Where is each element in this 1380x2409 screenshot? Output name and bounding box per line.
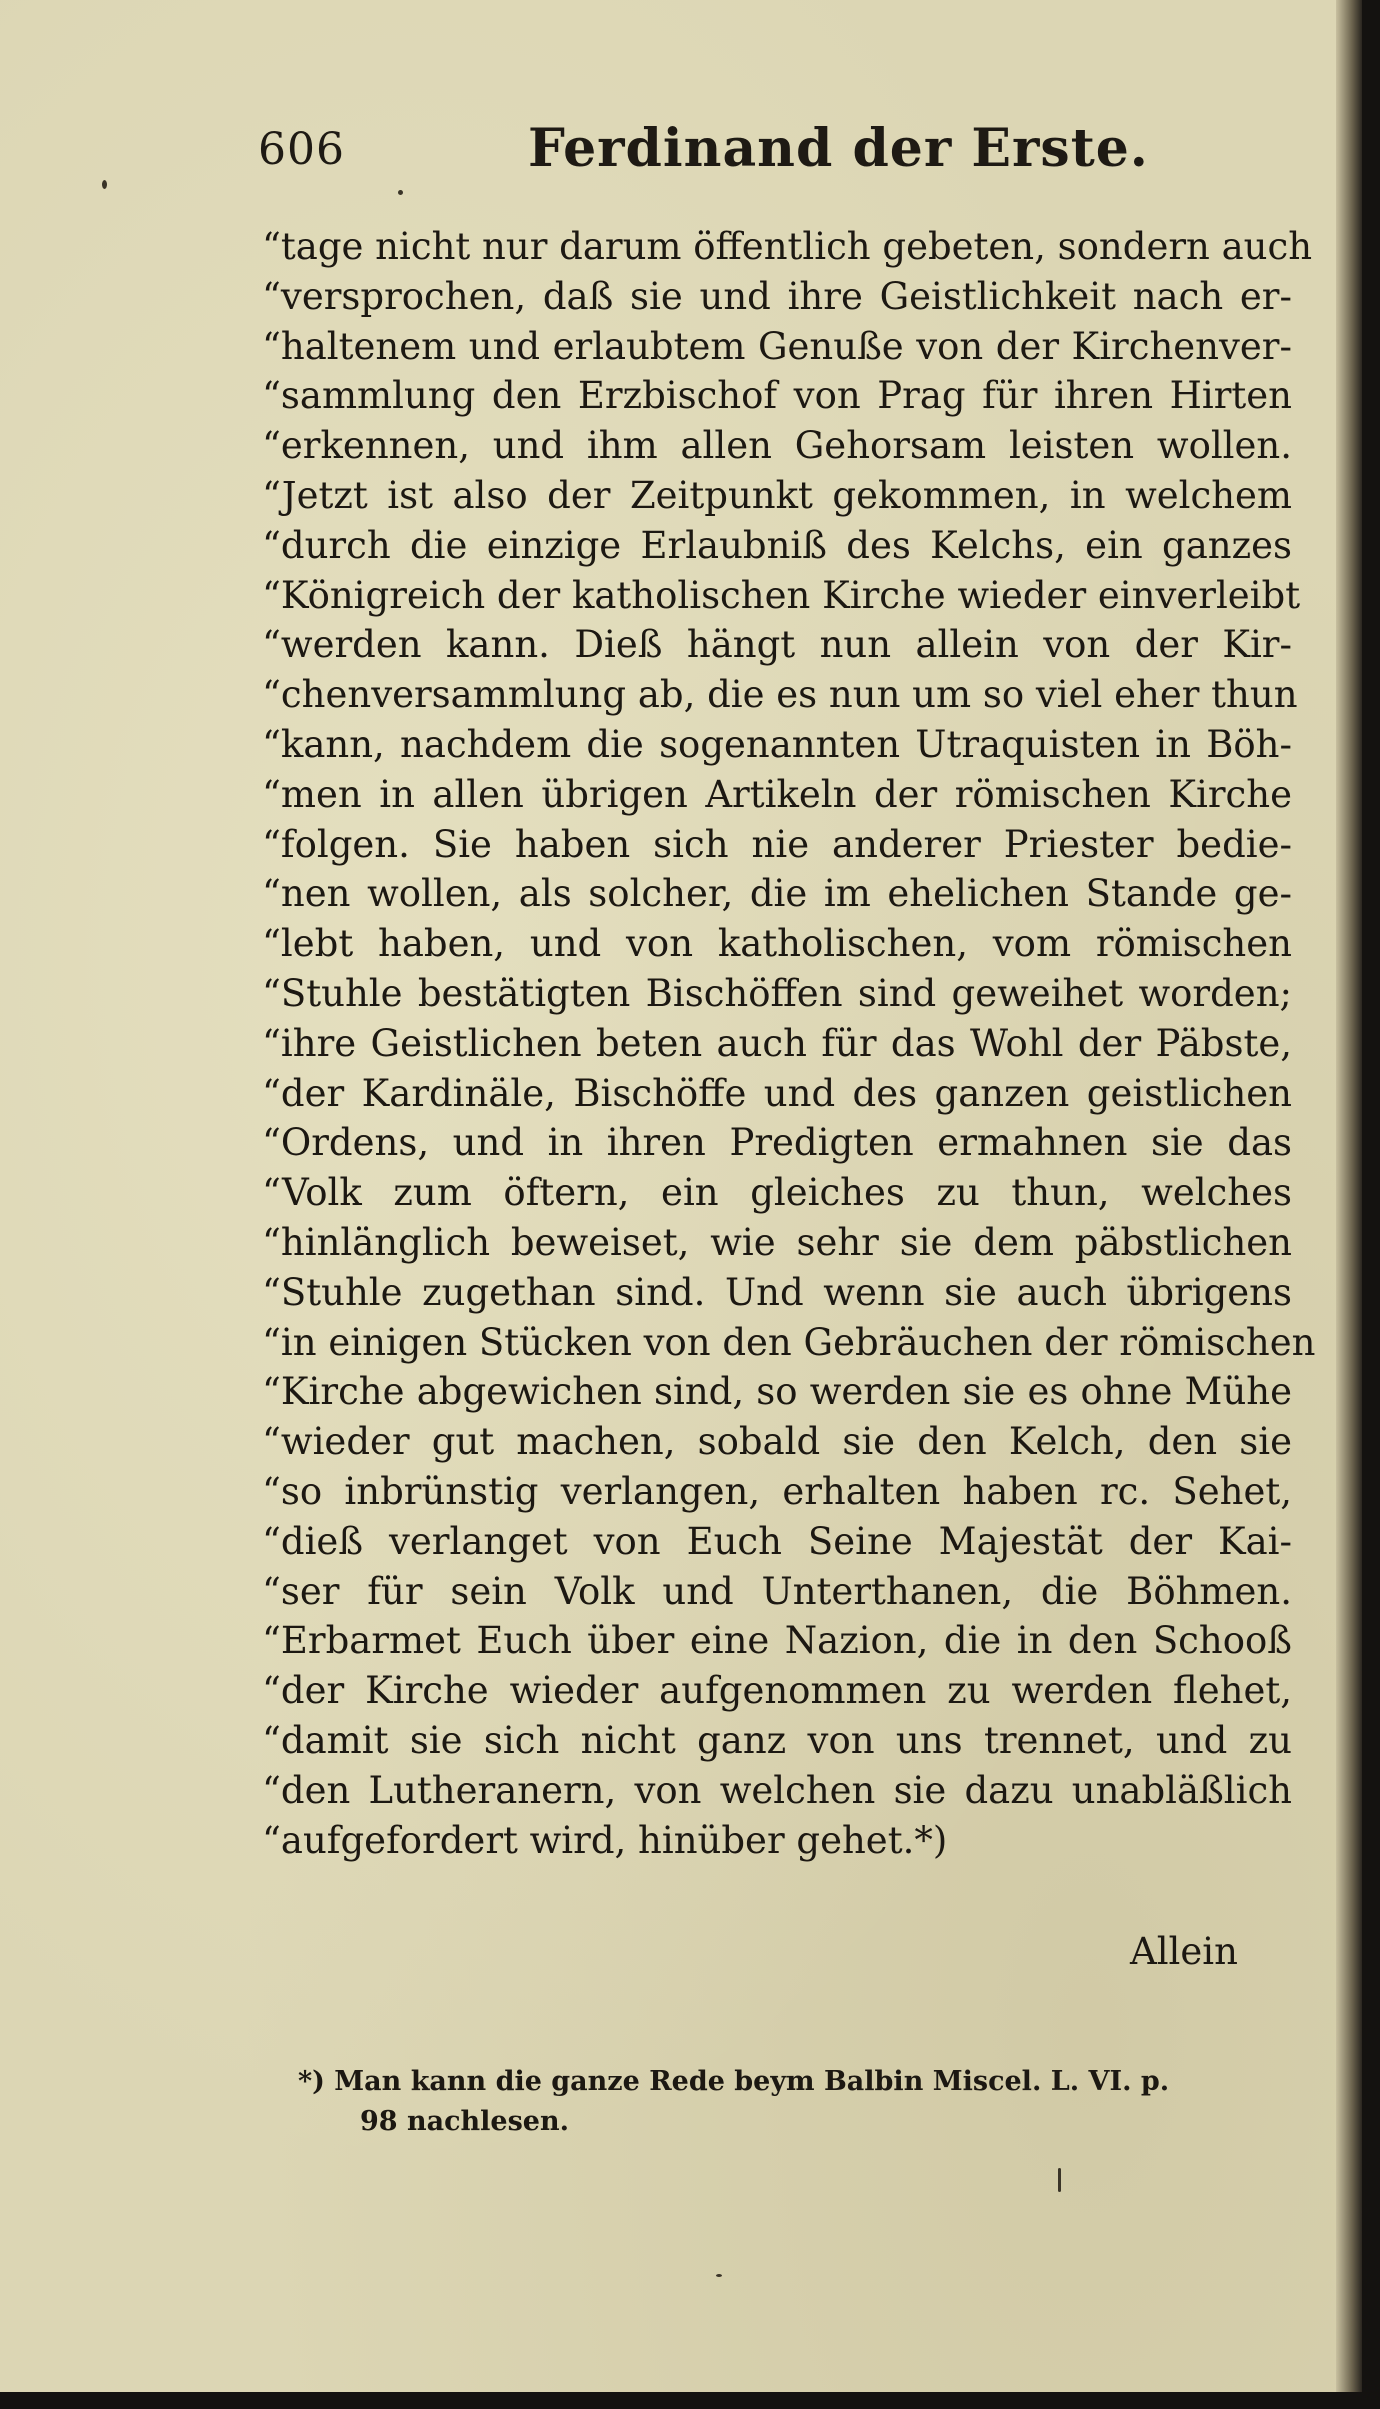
text-line: “Stuhle bestätigten Bischöffen sind geweihet worden;	[262, 971, 1292, 1015]
text-line: “Jetzt ist also der Zeitpunkt gekommen, in welchem	[262, 473, 1292, 517]
text-line: “hinlänglich beweiset, wie sehr sie dem päbstlichen	[262, 1220, 1292, 1264]
text-line: “so inbrünstig verlangen, erhalten haben rc. Sehet,	[262, 1469, 1292, 1513]
text-line: “Ordens, und in ihren Predigten ermahnen sie das	[262, 1121, 1292, 1165]
text-line: “der Kardinäle, Bischöffe und des ganzen geistlichen	[262, 1071, 1292, 1115]
footnote-line: 98 nachlesen.	[360, 2106, 570, 2137]
text-line: “erkennen, und ihm allen Gehorsam leisten wollen.	[262, 424, 1292, 468]
page-header	[258, 112, 1258, 202]
text-line: “lebt haben, und von katholischen, vom römischen	[262, 922, 1292, 966]
text-line: “versprochen, daß sie und ihre Geistlichkeit nach er-	[262, 274, 1292, 318]
text-line: “wieder gut machen, sobald sie den Kelch, den sie	[262, 1420, 1292, 1464]
text-line: “den Lutheranern, von welchen sie dazu unabläßlich	[262, 1768, 1292, 1812]
body-text-block	[262, 222, 1316, 1865]
text-line: “men in allen übrigen Artikeln der römischen Kirche	[262, 772, 1292, 816]
text-line: “damit sie sich nicht ganz von uns trennet, und zu	[262, 1718, 1292, 1762]
text-line: “Kirche abgewichen sind, so werden sie es ohne Mühe	[262, 1370, 1292, 1414]
text-line: “Erbarmet Euch über eine Nazion, die in den Schooß	[262, 1619, 1292, 1663]
page-number: 606	[258, 124, 345, 175]
text-line: “dieß verlanget von Euch Seine Majestät der Kai-	[262, 1519, 1292, 1563]
text-line: “tage nicht nur darum öffentlich gebeten, sondern auch	[262, 225, 1313, 268]
ink-speck	[716, 2274, 722, 2277]
catchword: Allein	[1130, 1930, 1238, 1973]
text-line: “ihre Geistlichen beten auch für das Wohl der Päbste,	[262, 1021, 1292, 1065]
page-gutter-shadow	[1336, 0, 1362, 2392]
ink-speck	[398, 190, 403, 195]
text-line: “Königreich der katholischen Kirche wieder einverleibt	[262, 573, 1301, 617]
text-line: “aufgefordert wird, hinüber gehet.*)	[262, 1818, 948, 1862]
text-line: “ser für sein Volk und Unterthanen, die Böhmen.	[262, 1569, 1292, 1613]
text-line: “haltenem und erlaubtem Genuße von der Kirchenver-	[262, 324, 1292, 368]
footnote-line: *) Man kann die ganze Rede beym Balbin Miscel. L. VI. p.	[298, 2066, 1170, 2097]
text-line: “werden kann. Dieß hängt nun allein von der Kir-	[262, 623, 1292, 667]
text-line: “in einigen Stücken von den Gebräuchen der römischen	[262, 1320, 1316, 1364]
text-line: “der Kirche wieder aufgenommen zu werden flehet,	[262, 1669, 1292, 1713]
ink-speck	[1058, 2168, 1061, 2192]
running-title: Ferdinand der Erste.	[528, 118, 1149, 179]
text-line: “folgen. Sie haben sich nie anderer Priester bedie-	[262, 822, 1292, 866]
text-line: “kann, nachdem die sogenannten Utraquisten in Böh-	[262, 722, 1292, 766]
text-line: “Volk zum öftern, ein gleiches zu thun, welches	[262, 1171, 1292, 1215]
text-line: “nen wollen, als solcher, die im ehelichen Stande ge-	[262, 872, 1292, 916]
footnote	[298, 2062, 1298, 2142]
text-line: “chenversammlung ab, die es nun um so viel eher thun	[262, 673, 1298, 717]
text-line: “durch die einzige Erlaubniß des Kelchs, ein ganzes	[262, 523, 1292, 567]
text-line: “Stuhle zugethan sind. Und wenn sie auch übrigens	[262, 1270, 1292, 1314]
ink-speck	[102, 180, 107, 189]
text-line: “sammlung den Erzbischof von Prag für ihren Hirten	[262, 374, 1292, 418]
